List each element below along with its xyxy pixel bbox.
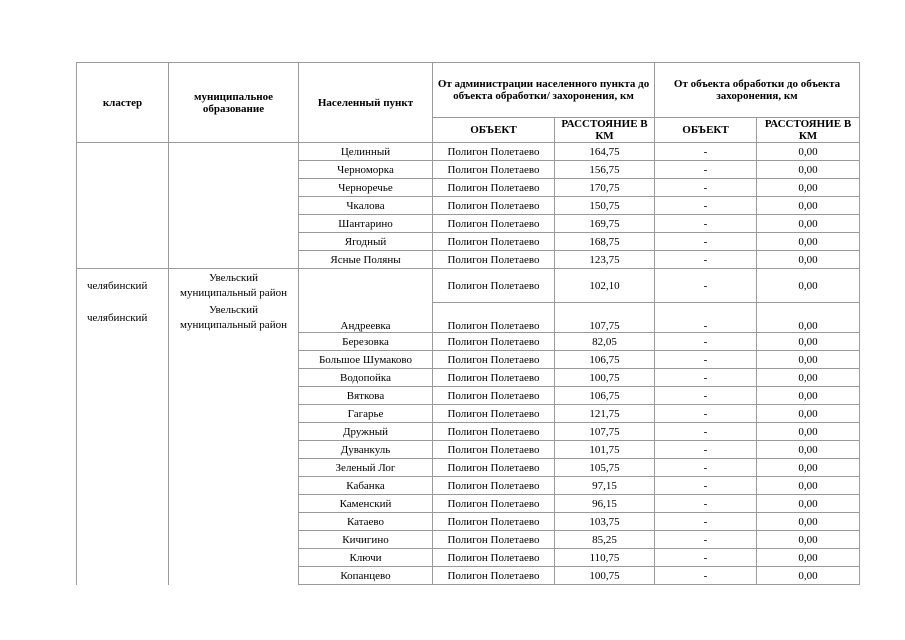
distance-cell: 0,00: [757, 233, 860, 251]
distance-cell: 0,00: [757, 303, 860, 333]
cluster-cell: челябинский: [77, 269, 169, 303]
distance-cell: 106,75: [555, 387, 655, 405]
distance-cell: 0,00: [757, 369, 860, 387]
distance-cell: 103,75: [555, 513, 655, 531]
distance-cell: 102,10: [555, 269, 655, 303]
distance-cell: 101,75: [555, 441, 655, 459]
object-cell: Полигон Полетаево: [433, 215, 555, 233]
object-cell: -: [655, 215, 757, 233]
settlement-cell: Копанцево: [299, 567, 433, 585]
table-row: [77, 269, 860, 303]
distance-cell: 0,00: [757, 405, 860, 423]
settlement-cell: Ясные Поляны: [299, 251, 433, 269]
object-cell: Полигон Полетаево: [433, 441, 555, 459]
settlement-cell: Зеленый Лог: [299, 459, 433, 477]
distance-cell: 0,00: [757, 531, 860, 549]
municipality-cell: [169, 143, 299, 269]
object-cell: -: [655, 513, 757, 531]
object-cell: -: [655, 531, 757, 549]
settlement-cell: Кичигино: [299, 531, 433, 549]
object-cell: -: [655, 161, 757, 179]
object-cell: -: [655, 269, 757, 303]
object-cell: Полигон Полетаево: [433, 513, 555, 531]
settlement-cell: Кабанка: [299, 477, 433, 495]
object-cell: Полигон Полетаево: [433, 459, 555, 477]
object-cell: Полигон Полетаево: [433, 369, 555, 387]
distance-cell: 107,75: [555, 423, 655, 441]
distance-cell: 107,75: [555, 303, 655, 333]
distance-cell: 0,00: [757, 333, 860, 351]
distance-cell: 110,75: [555, 549, 655, 567]
distance-cell: 0,00: [757, 387, 860, 405]
distance-cell: 123,75: [555, 251, 655, 269]
settlement-cell: Дружный: [299, 423, 433, 441]
distance-cell: 0,00: [757, 459, 860, 477]
distance-cell: 82,05: [555, 333, 655, 351]
header-distance-1: РАССТОЯНИЕ В КМ: [555, 118, 655, 143]
table-row: [77, 143, 860, 161]
distance-cell: 106,75: [555, 351, 655, 369]
settlement-cell: Шантарино: [299, 215, 433, 233]
header-object-1: ОБЪЕКТ: [433, 118, 555, 143]
settlement-cell: Черноречье: [299, 179, 433, 197]
object-cell: -: [655, 441, 757, 459]
distance-cell: 156,75: [555, 161, 655, 179]
settlement-cell: Водопойка: [299, 369, 433, 387]
settlement-cell: Березовка: [299, 333, 433, 351]
object-cell: Полигон Полетаево: [433, 423, 555, 441]
settlement-cell: Ключи: [299, 549, 433, 567]
distance-cell: 0,00: [757, 179, 860, 197]
distance-cell: 100,75: [555, 567, 655, 585]
object-cell: -: [655, 387, 757, 405]
object-cell: -: [655, 549, 757, 567]
object-cell: -: [655, 369, 757, 387]
cluster-cell: [77, 143, 169, 269]
distance-cell: 0,00: [757, 143, 860, 161]
distance-cell: 0,00: [757, 441, 860, 459]
distance-cell: 85,25: [555, 531, 655, 549]
object-cell: Полигон Полетаево: [433, 351, 555, 369]
table-body-group-1: [77, 143, 860, 269]
distance-cell: 0,00: [757, 269, 860, 303]
object-cell: Полигон Полетаево: [433, 477, 555, 495]
object-cell: Полигон Полетаево: [433, 333, 555, 351]
settlement-cell: Андреевка: [299, 303, 433, 333]
municipality-cell: Увельский муниципальный район: [169, 269, 299, 303]
distance-cell: 170,75: [555, 179, 655, 197]
object-cell: -: [655, 351, 757, 369]
object-cell: -: [655, 143, 757, 161]
settlement-cell: Катаево: [299, 513, 433, 531]
municipality-cell: Увельский муниципальный район: [169, 303, 299, 333]
object-cell: Полигон Полетаево: [433, 143, 555, 161]
cluster-cell: [77, 333, 169, 585]
object-cell: -: [655, 179, 757, 197]
object-cell: Полигон Полетаево: [433, 197, 555, 215]
header-object-2: ОБЪЕКТ: [655, 118, 757, 143]
distance-cell: 0,00: [757, 251, 860, 269]
distance-cell: 150,75: [555, 197, 655, 215]
header-cluster: кластер: [77, 63, 169, 143]
header-settlement: Населенный пункт: [299, 63, 433, 143]
distance-cell: 0,00: [757, 351, 860, 369]
settlement-cell: Черноморка: [299, 161, 433, 179]
settlement-cell: Большое Шумаково: [299, 351, 433, 369]
object-cell: Полигон Полетаево: [433, 531, 555, 549]
object-cell: -: [655, 233, 757, 251]
object-cell: -: [655, 251, 757, 269]
distance-cell: 0,00: [757, 161, 860, 179]
distance-cell: 0,00: [757, 567, 860, 585]
distance-table: [76, 62, 860, 585]
settlement-cell: Чкалова: [299, 197, 433, 215]
distance-cell: 121,75: [555, 405, 655, 423]
object-cell: Полигон Полетаево: [433, 269, 555, 303]
object-cell: -: [655, 303, 757, 333]
distance-cell: 0,00: [757, 215, 860, 233]
header-from-admin: От администрации населенного пункта до объекта обработки/ захоронения, км: [433, 63, 655, 118]
object-cell: -: [655, 567, 757, 585]
distance-cell: 97,15: [555, 477, 655, 495]
settlement-cell: Ягодный: [299, 233, 433, 251]
distance-cell: 105,75: [555, 459, 655, 477]
object-cell: Полигон Полетаево: [433, 405, 555, 423]
distance-cell: 0,00: [757, 423, 860, 441]
object-cell: Полигон Полетаево: [433, 233, 555, 251]
settlement-cell: Вяткова: [299, 387, 433, 405]
object-cell: Полигон Полетаево: [433, 161, 555, 179]
header-municipality: муниципальное образование: [169, 63, 299, 143]
settlement-cell: Каменский: [299, 495, 433, 513]
municipality-cell: [169, 333, 299, 585]
distance-cell: 0,00: [757, 495, 860, 513]
distance-cell: 0,00: [757, 549, 860, 567]
object-cell: Полигон Полетаево: [433, 179, 555, 197]
settlement-cell: Гагарье: [299, 405, 433, 423]
distance-cell: 0,00: [757, 197, 860, 215]
object-cell: Полигон Полетаево: [433, 495, 555, 513]
object-cell: -: [655, 423, 757, 441]
distance-cell: 100,75: [555, 369, 655, 387]
distance-cell: 0,00: [757, 477, 860, 495]
distance-cell: 0,00: [757, 513, 860, 531]
object-cell: Полигон Полетаево: [433, 303, 555, 333]
distance-cell: 164,75: [555, 143, 655, 161]
object-cell: -: [655, 459, 757, 477]
object-cell: Полигон Полетаево: [433, 251, 555, 269]
object-cell: Полигон Полетаево: [433, 387, 555, 405]
header-from-object: От объекта обработки до объекта захоронения, км: [655, 63, 860, 118]
object-cell: -: [655, 477, 757, 495]
object-cell: Полигон Полетаево: [433, 549, 555, 567]
header-distance-2: РАССТОЯНИЕ В КМ: [757, 118, 860, 143]
distance-cell: 169,75: [555, 215, 655, 233]
settlement-cell: Целинный: [299, 143, 433, 161]
distance-cell: 96,15: [555, 495, 655, 513]
distance-cell: 168,75: [555, 233, 655, 251]
table-row: [77, 303, 860, 333]
object-cell: -: [655, 197, 757, 215]
object-cell: -: [655, 333, 757, 351]
object-cell: Полигон Полетаево: [433, 567, 555, 585]
cluster-cell: челябинский: [77, 303, 169, 333]
object-cell: -: [655, 495, 757, 513]
table-body-group-2: [77, 269, 860, 585]
settlement-cell: [299, 269, 433, 303]
settlement-cell: Дуванкуль: [299, 441, 433, 459]
table-row: [77, 333, 860, 351]
object-cell: -: [655, 405, 757, 423]
